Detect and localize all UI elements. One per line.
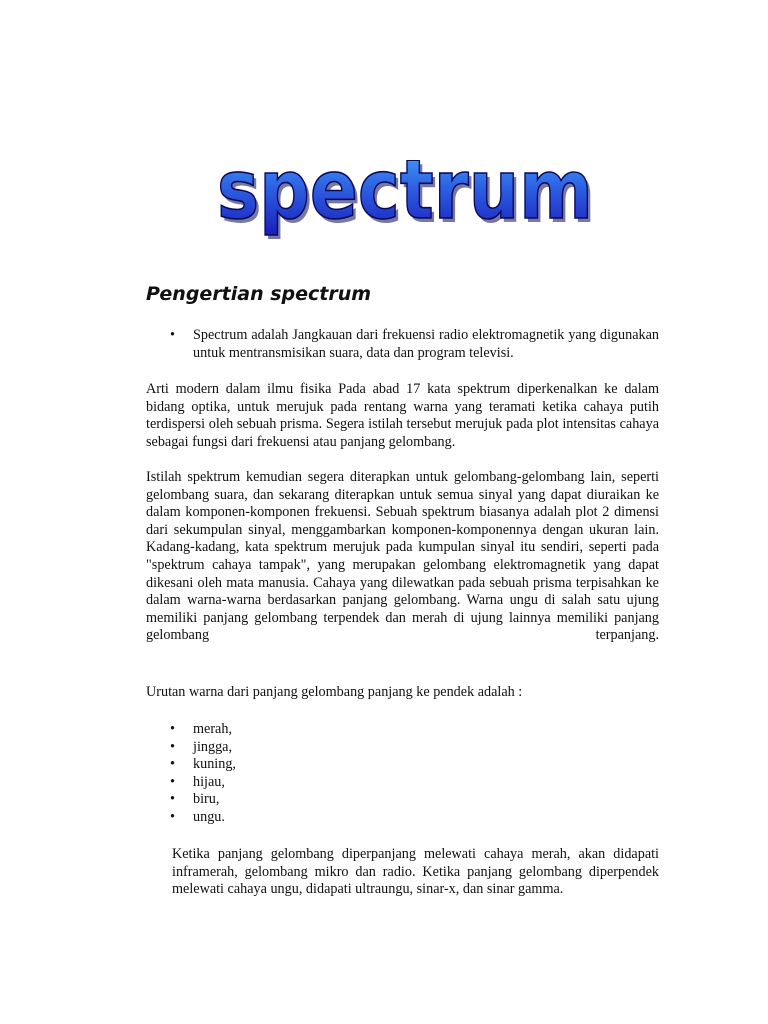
color-item: kuning, <box>193 756 236 773</box>
color-item: jingga, <box>193 738 233 755</box>
intro-bullet-list <box>146 327 659 362</box>
paragraph-modern-physics: Arti modern dalam ilmu fisika Pada abad 17 kata spektrum diperkenalkan ke dalam bidang optika, untuk merujuk pada rentang warna yang teramati ketika cahaya putih terdispersi oleh sebuah prisma. Segera istilah tersebut merujuk pada plot intensitas cahaya sebagai fungsi dari frekuensi atau panjang gelombang. <box>146 381 659 450</box>
bullet-icon: • <box>170 791 175 808</box>
bullet-icon: • <box>170 773 175 790</box>
list-item <box>146 756 446 774</box>
paragraph-color-order: Urutan warna dari panjang gelombang panjang ke pendek adalah : <box>146 684 523 700</box>
color-item: merah, <box>193 721 232 737</box>
list-item <box>146 739 446 757</box>
bullet-icon: • <box>170 721 175 737</box>
logo-shadow: spectrum <box>220 160 596 242</box>
intro-bullet-text: Spectrum adalah Jangkauan dari frekuensi radio elektromagnetik yang digunakan untuk mentransmisikan suara, data dan program televisi. <box>193 327 659 361</box>
bullet-icon: • <box>170 808 175 825</box>
bullet-icon: • <box>170 327 175 343</box>
list-item <box>146 791 446 809</box>
spectrum-wordart-logo <box>205 160 605 260</box>
color-item: biru, <box>193 791 220 808</box>
list-item <box>146 809 446 827</box>
bullet-icon: • <box>170 756 175 773</box>
list-item <box>146 774 446 792</box>
color-item: ungu. <box>193 808 225 825</box>
list-item <box>146 721 446 739</box>
bullet-icon: • <box>170 738 175 755</box>
paragraph-wavelength-extension: Ketika panjang gelombang diperpanjang melewati cahaya merah, akan didapati inframerah, gelombang mikro dan radio. Ketika panjang gelombang diperpendek melewati cahaya ungu, didapati ultraungu, sinar-x, dan sinar gamma. <box>172 846 659 898</box>
page-heading: Pengertian spectrum <box>146 283 372 305</box>
color-list <box>146 721 446 827</box>
color-item: hijau, <box>193 773 225 790</box>
paragraph-spectrum-term: Istilah spektrum kemudian segera diterapkan untuk gelombang-gelombang lain, seperti gelombang suara, dan sekarang diterapkan untuk semua sinyal yang dapat diuraikan ke dalam komponen-komponen frekuensi. Sebuah spektrum biasanya adalah plot 2 dimensi dari sekumpulan sinyal, menggambarkan komponen-komponennya dengan ukuran lain. Kadang-kadang, kata spektrum merujuk pada kumpulan sinyal itu sendiri, seperti pada "spektrum cahaya tampak", yang merupakan gelombang elektromagnetik yang dapat dikesani oleh mata manusia. Cahaya yang dilewatkan pada sebuah prisma terpisahkan ke dalam warna-warna berdasarkan panjang gelombang. Warna ungu di salah satu ujung memiliki panjang gelombang terpendek dan merah di ujung lainnya memiliki panjang gelombang terpanjang. <box>146 469 659 644</box>
list-item <box>146 327 659 362</box>
logo-text: spectrum <box>217 160 593 238</box>
